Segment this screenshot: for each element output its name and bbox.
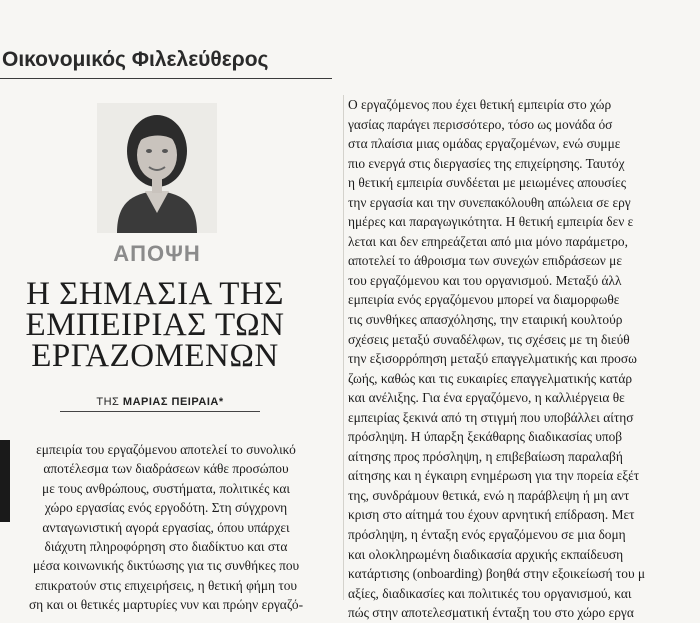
text-line: ζωής, καθώς και τις ευκαιρίες επαγγελματικής κατάρ [348,370,633,386]
text-line: ανταγωνιστική αγορά εργασίας, όπου υπάρχει [42,519,290,535]
author-photo [97,103,217,233]
text-line: πρόσληψη, η ένταξη ενός εργαζόμενου σε μια δομη [348,527,626,543]
text-line: εμπειρία του εργαζόμενου αποτελεί το συνολικό [36,442,296,457]
masthead: Οικονομικός Φιλελεύθερος [0,46,332,79]
text-line: αίτησης και η έγκαιρη ενημέρωση για την πορεία εξέτ [348,468,640,484]
text-line: αξίες, διαδικασίες και πολιτικές του οργανισμού, και [348,585,632,601]
text-line: με τους ανθρώπους, συστήματα, πολιτικές και [42,480,290,496]
text-line: επικρατούν στις επιχειρήσεις, η θετική φήμη του [34,577,298,593]
text-line: την εργασία και την συνεπακόλουθη απώλεια σε εργ [348,194,631,210]
text-line: αποτελεί το άθροισμα των συνεχών επιδράσεων με [348,253,622,269]
text-line: κατάρτισης (onboarding) βοηθά στην εξοικείωσή του μ [348,566,646,582]
text-line: γασίας παράγει περισσότερο, τόσο ως μονάδα όσ [348,116,613,132]
section-label: ΑΠΟΨΗ [113,241,201,266]
headline [0,276,310,374]
text-line: και ολοκληρωμένη διαδικασία αρχικής εκπαίδευση [348,546,624,562]
column-divider [343,95,344,600]
text-line: εμπειρία ενός εργαζόμενου μπορεί να διαμορφωθε [348,292,620,308]
text-line: της, συνδράμουν θετικά, ενώ η παράβλεψη ή μη αντ [348,487,630,503]
text-line: λεται και δεν επηρεάζεται από μια μόνο παράμετρο, [348,233,628,249]
byline-author: ΜΑΡΙΑΣ ΠΕΙΡΑΙΑ* [122,396,224,408]
headline-line: ΕΡΓΑΖΟΜΕΝΩΝ [31,338,279,374]
text-line: τις συνθήκες απασχόλησης, την εταιρική κουλτούρ [348,312,623,328]
headline-line: Η ΣΗΜΑΣΙΑ ΤΗΣ [26,276,284,312]
text-line: κριση στο αίτημά του έχουν αρνητική επίδραση. Μετ [348,507,635,523]
text-line: σχέσεις μεταξύ συναδέλφων, τις σχέσεις με τη διεύθ [348,331,630,347]
text-line: αποτέλεσμα των διαδράσεων κάθε προσώπου [43,461,289,477]
text-line: χώρο εργασίας ενός εργοδότη. Στη σύγχρονη [44,500,288,516]
text-line: μέσα κοινωνικής δικτύωσης για τις συνθήκες που [32,558,300,574]
author-portrait-icon [97,103,217,233]
headline-line: ΕΜΠΕΙΡΙΑΣ ΤΩΝ [25,307,285,343]
article-right-column [348,95,700,621]
article-left-column [0,440,332,613]
text-line: ση και οι θετικές μαρτυρίες νυν και πρώην εργαζό- [28,597,304,613]
text-line: εμπειρίας ξεκινά από τη στιγμή που υποβάλλει αίτησ [348,409,634,425]
text-line: η θετική εμπειρία συνδέεται με μειωμένες απουσίες [348,175,627,191]
text-line: την εξισορρόπηση μεταξύ επαγγελματικής και προσω [348,351,637,367]
text-line: στα πλαίσια μιας ομάδας εργαζομένων, ενώ συμμε [348,136,621,152]
byline [60,396,260,412]
text-line: αίτησης προς πρόσληψη, η επιβεβαίωση παραλαβή [348,448,623,464]
text-line: διάχυτη πληροφόρηση στο διαδίκτυο και στα [44,539,288,555]
text-line: Ο εργαζόμενος που έχει θετική εμπειρία στο χώρ [348,97,612,112]
text-line: και ανέλιξης. Για ένα εργαζόμενο, η καλλιέργεια θε [348,390,625,406]
text-line: πιο ενεργά στις διεργασίες της επιχείρησης. Ταυτόχ [348,155,625,171]
text-line: ημέρες και παραγωγικότητα. Η θετική εμπειρία δεν ε [348,214,634,230]
text-line: του εργαζόμενου και του οργανισμού. Μεταξύ άλλ [348,272,622,288]
byline-prefix: ΤΗΣ [96,396,120,408]
text-line: πώς στην αποτελεσματική ένταξη του στο χώρο εργα [348,605,634,621]
text-line: πρόσληψη. Η ύπαρξη ξεκάθαρης διαδικασίας υποβ [348,429,623,445]
